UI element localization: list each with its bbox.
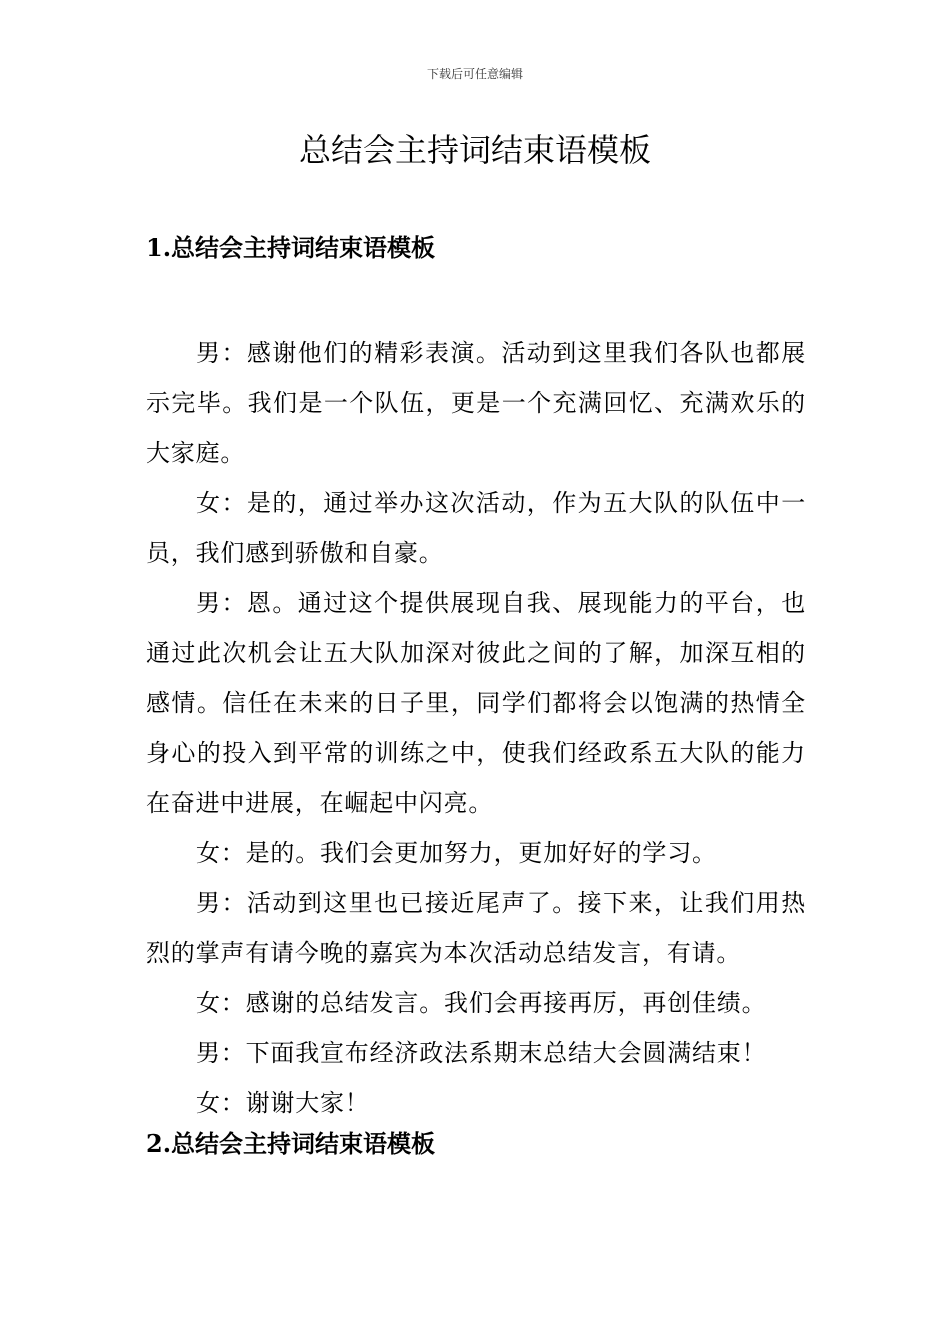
dialogue-line: 男：下面我宣布经济政法系期末总结大会圆满结束！: [196, 1039, 767, 1067]
page-header-note: 下载后可任意编辑: [426, 67, 523, 81]
dialogue-line: 女：谢谢大家！: [196, 1089, 370, 1117]
dialogue-line: 女：是的，通过举办这次活动，作为五大队的队伍中一员，我们感到骄傲和自豪。: [146, 489, 806, 567]
dialogue-block: [146, 328, 806, 1128]
dialogue-line: 男：活动到这里也已接近尾声了。接下来，让我们用热烈的掌声有请今晚的嘉宾为本次活动总结发言，有请。: [146, 889, 806, 967]
dialogue-line: 女：是的。我们会更加努力，更加好好的学习。: [196, 839, 717, 867]
section-heading-1: 1.总结会主持词结束语模板: [146, 233, 436, 262]
dialogue-line: 女：感谢的总结发言。我们会再接再厉，再创佳绩。: [196, 989, 767, 1017]
section-heading-2: 2.总结会主持词结束语模板: [146, 1129, 436, 1158]
dialogue-line: 男：感谢他们的精彩表演。活动到这里我们各队也都展示完毕。我们是一个队伍，更是一个充满回忆、充满欢乐的大家庭。: [146, 339, 806, 467]
dialogue-line: 男：恩。通过这个提供展现自我、展现能力的平台，也通过此次机会让五大队加深对彼此之间的了解，加深互相的感情。信任在未来的日子里，同学们都将会以饱满的热情全身心的投入到平常的训练之中，使我们经政系五大队的能力在奋进中进展，在崛起中闪亮。: [146, 589, 806, 817]
document-title: 总结会主持词结束语模板: [298, 131, 651, 169]
